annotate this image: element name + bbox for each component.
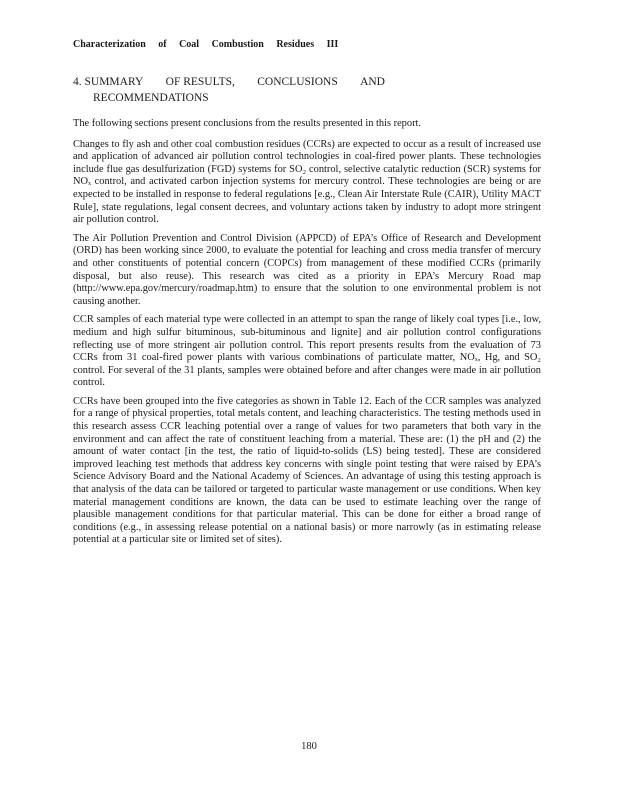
heading-word: OF RESULTS,: [165, 76, 235, 88]
heading-word: 4. SUMMARY: [73, 76, 144, 88]
section-heading-line1: [73, 74, 385, 90]
section-heading-line2: RECOMMENDATIONS: [93, 92, 209, 104]
paragraph-appcd: The Air Pollution Prevention and Control Division (APPCD) of EPA’s Office of Research and Development (ORD) has been working since 2000, to evaluate the potential for leaching and cross media transfer of mercury and other constituents of potential concern (COPCs) from management of these modified CCRs (primarily disposal, but also reuse). This research was cited as a priority in EPA’s Mercury Road map (http://www.epa.gov/mercury/roadmap.htm) to ensure that the solution to one environmental problem is not causing another.: [73, 232, 541, 307]
section-heading: [73, 74, 473, 106]
paragraph-ccr-changes: Changes to fly ash and other coal combustion residues (CCRs) are expected to occur as a result of increased use and application of advanced air pollution control technologies in coal-fired power plants. These technologies include flue gas desulfurization (FGD) systems for SO₂ control, selective catalytic reduction (SCR) systems for NOₓ control, and activated carbon injection systems for mercury control. These technologies are being or are expected to be installed in response to federal regulations [e.g., Clean Air Interstate Rule (CAIR), Utility MACT Rule], state regulations, legal consent decrees, and voluntary actions taken by industry to adopt more stringent air pollution control.: [73, 138, 541, 226]
paragraph-samples: CCR samples of each material type were collected in an attempt to span the range of likely coal types [i.e., low, medium and high sulfur bituminous, sub-bituminous and lignite] and air pollution control configurations reflecting use of more stringent air pollution control. This report presents results from the evaluation of 73 CCRs from 31 coal-fired power plants with various combinations of particulate matter, NOₓ, Hg, and SO₂ control. For several of the 31 plants, samples were obtained before and after changes were made in air pollution control.: [73, 314, 541, 389]
paragraph-intro: The following sections present conclusions from the results presented in this report.: [73, 118, 422, 129]
heading-word: AND: [360, 76, 385, 88]
page-number: 180: [301, 741, 317, 752]
paragraph-testing: CCRs have been grouped into the five categories as shown in Table 12. Each of the CCR samples was analyzed for a range of physical properties, total metals content, and leaching characteristics. The testing methods used in this research assess CCR leaching potential over a range of values for two parameters that both vary in the environment and can affect the rate of constituent leaching from a material. These are: (1) the pH and (2) the amount of water contact [in the test, the ratio of liquid-to-solids (LS) being tested]. These are considered improved leaching test methods that address key concerns with single point testing that were raised by EPA’s Science Advisory Board and the National Academy of Sciences. An advantage of using this testing approach is that analysis of the data can be tailored or targeted to particular waste management or use conditions. When key material management conditions are known, the data can be used to estimate leaching over the range of plausible management conditions for that particular material. This can be done for either a broad range of conditions (e.g., in assessing release potential on a national basis) or more narrowly (as in estimating release potential at a particular site or limited set of sites).: [73, 395, 541, 546]
heading-word: CONCLUSIONS: [257, 76, 338, 88]
running-header: Characterization of Coal Combustion Residues III: [73, 39, 339, 50]
body-text: [73, 118, 541, 553]
